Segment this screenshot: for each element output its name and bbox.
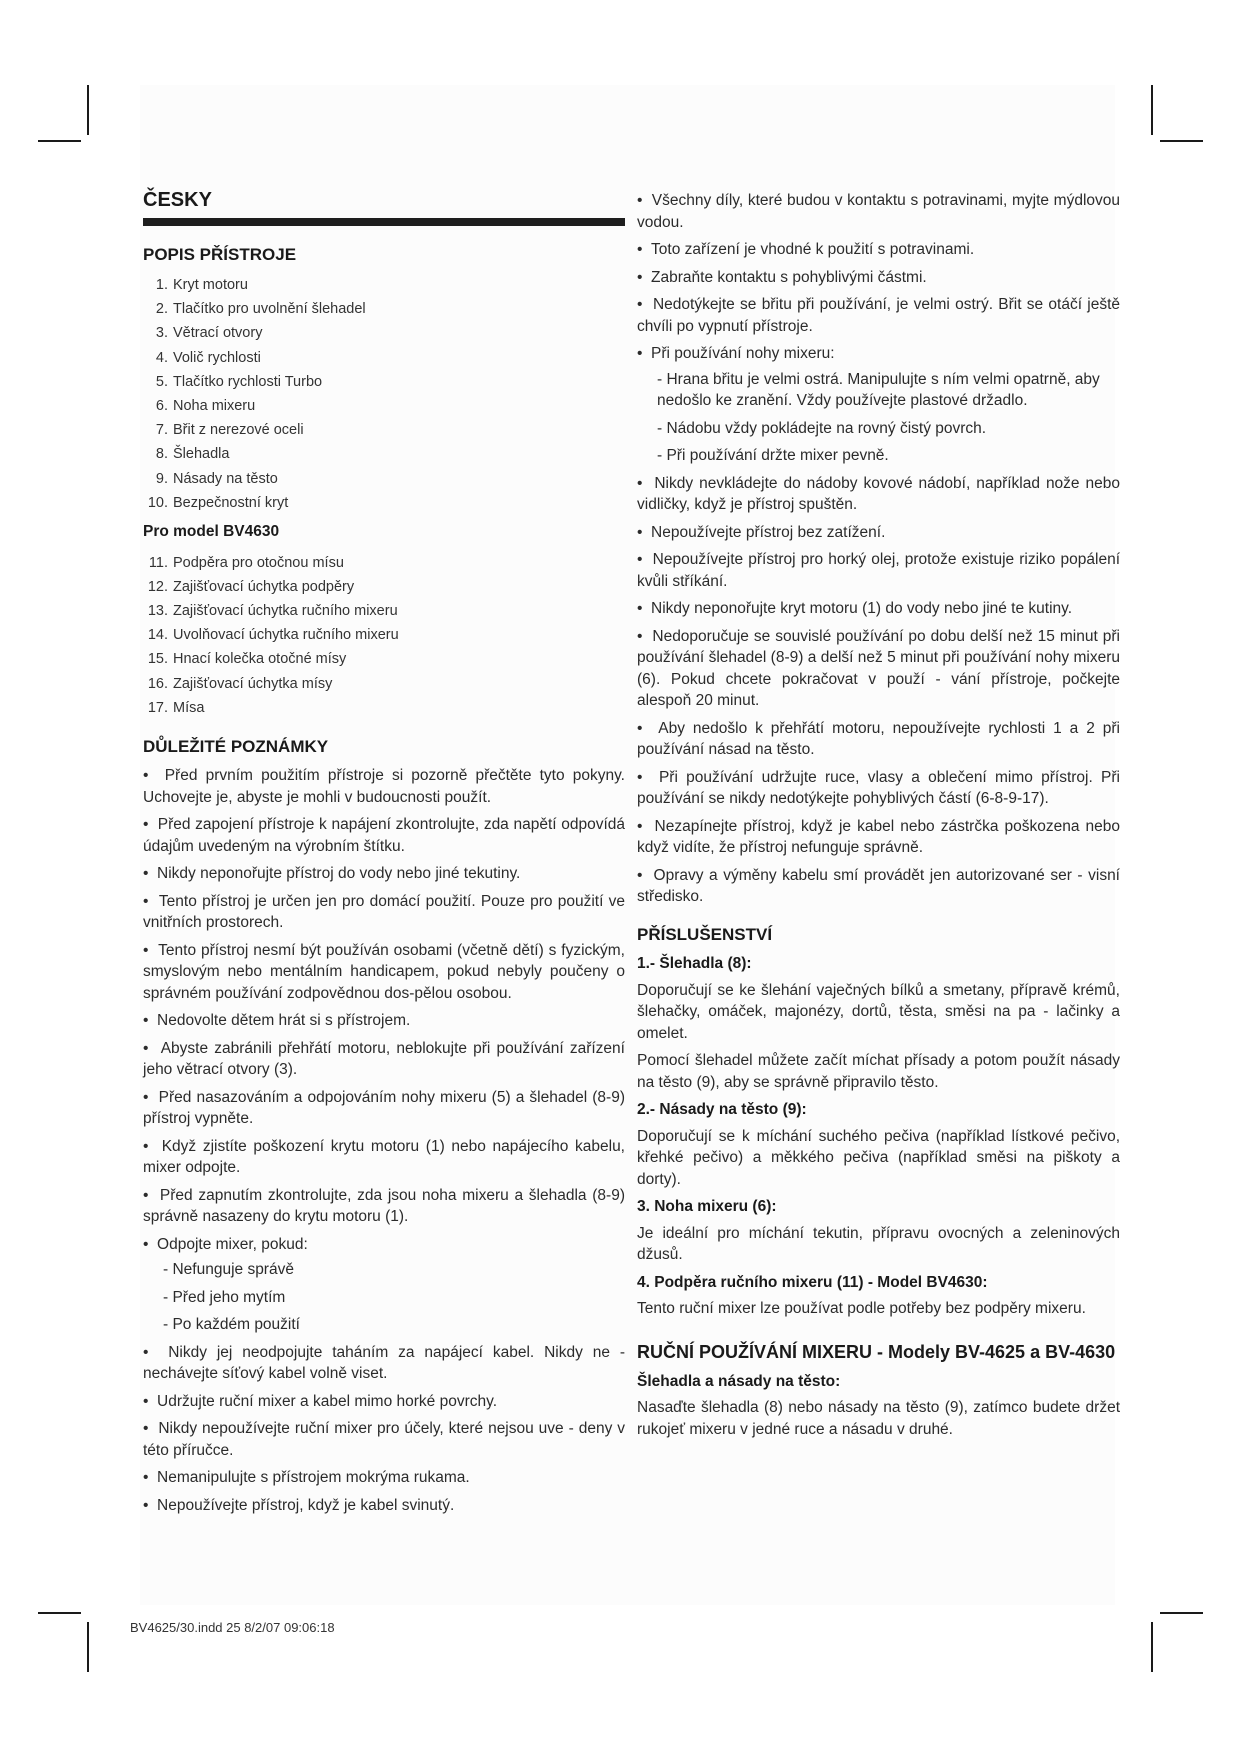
left-column	[143, 190, 625, 1522]
list-item: • Toto zařízení je vhodné k použití s potravinami.	[637, 239, 1120, 261]
paragraph: Je ideální pro míchání tekutin, přípravu ovocných a zeleninových džusů.	[637, 1224, 1120, 1263]
list-item: • Při používání udržujte ruce, vlasy a oblečení mimo přístroj. Při používání se nikdy nedotýkejte pohyblivých částí (6-8-9-17).	[637, 767, 1120, 810]
list-item: • Zabraňte kontaktu s pohyblivými částmi.	[637, 267, 1120, 289]
accessories-heading: PŘÍSLUŠENSTVÍ	[637, 924, 773, 944]
list-item: • Abyste zabránili přehřátí motoru, neblokujte při používání zařízení jeho větrací otvory (3).	[143, 1038, 625, 1081]
list-item: 2. Tlačítko pro uvolnění šlehadel	[155, 301, 366, 318]
sub-item: - Hrana břitu je velmi ostrá. Manipulujte s ním velmi opatrně, aby nedošlo ke zranění. Vždy používejte plastové držadlo.	[657, 369, 1120, 412]
sub-item: - Před jeho mytím	[163, 1287, 625, 1309]
crop-mark	[1151, 1622, 1153, 1672]
list-item: 6. Noha mixeru	[155, 398, 256, 415]
list-item: • Nepoužívejte přístroj pro horký olej, protože existuje riziko popálení kvůli stříkání.	[637, 549, 1120, 592]
list-item: • Nepoužívejte přístroj, když je kabel svinutý.	[143, 1495, 625, 1517]
list-item: 13. Zajišťovací úchytka ručního mixeru	[147, 602, 398, 619]
crop-mark	[38, 140, 81, 142]
list-item: • Nedoporučuje se souvislé používání po dobu delší než 15 minut při používání šlehadel (8-9) a delší než 5 minut při používání nohy mixeru (6). Pokud chcete pokračovat v použí - vání přístroje, počkejte alespoň 20 minut.	[637, 626, 1120, 712]
notes-list-c	[637, 190, 1120, 365]
list-item: 17. Mísa	[147, 699, 205, 716]
list-item: 3. Větrací otvory	[155, 325, 263, 342]
list-item: • Opravy a výměny kabelu smí provádět jen autorizované ser - visní středisko.	[637, 865, 1120, 908]
list-item: • Všechny díly, které budou v kontaktu s potravinami, myjte mýdlovou vodou.	[637, 190, 1120, 233]
list-item: 1. Kryt motoru	[155, 277, 248, 293]
print-slug: BV4625/30.indd 25 8/2/07 09:06:18	[130, 1620, 335, 1635]
section-title: 3. Noha mixeru (6):	[637, 1198, 777, 1215]
list-item: • Před zapojení přístroje k napájení zkontrolujte, zda napětí odpovídá údajům uvedeným na výrobním štítku.	[143, 814, 625, 857]
sub-item: - Při používání držte mixer pevně.	[657, 445, 1120, 467]
list-item: • Odpojte mixer, pokud:	[143, 1234, 625, 1256]
list-item: • Nikdy neponořujte kryt motoru (1) do vody nebo jiné te kutiny.	[637, 598, 1120, 620]
model-parts-list	[143, 551, 625, 720]
list-item: 16. Zajišťovací úchytka mísy	[147, 675, 333, 692]
list-item: 14. Uvolňovací úchytka ručního mixeru	[147, 627, 399, 644]
description-heading: POPIS PŘÍSTROJE	[143, 244, 297, 264]
list-item: 15. Hnací kolečka otočné mísy	[147, 651, 347, 668]
list-item: 4. Volič rychlosti	[155, 349, 261, 366]
sub-item: - Nádobu vždy pokládejte na rovný čistý povrch.	[657, 418, 1120, 440]
list-item: 9. Násady na těsto	[155, 470, 278, 487]
paragraph: Doporučují se ke šlehání vaječných bílků a smetany, přípravě krémů, šlehačky, omáček, majonézy, dortů, těsta, směsi na pa - lačinky a omelet.	[637, 981, 1120, 1042]
list-item: • Před nasazováním a odpojováním nohy mixeru (5) a šlehadel (8-9) přístroj vypněte.	[143, 1087, 625, 1130]
list-item: • Nemanipulujte s přístrojem mokrýma rukama.	[143, 1467, 625, 1489]
list-item: • Nikdy neponořujte přístroj do vody nebo jiné tekutiny.	[143, 863, 625, 885]
list-item: • Při používání nohy mixeru:	[637, 343, 1120, 365]
blender-foot-warnings	[637, 369, 1120, 467]
notes-list-a	[143, 765, 625, 1255]
list-item: • Aby nedošlo k přehřátí motoru, nepoužívejte rychlosti 1 a 2 při používání násad na těsto.	[637, 718, 1120, 761]
title-rule	[143, 218, 625, 226]
notes-heading: DŮLEŽITÉ POZNÁMKY	[143, 736, 329, 756]
notes-list-b	[143, 1342, 625, 1517]
crop-mark	[87, 1622, 89, 1672]
sub-item: - Po každém použití	[163, 1314, 625, 1336]
list-item: 12. Zajišťovací úchytka podpěry	[147, 578, 355, 595]
manual-use-heading: RUČNÍ POUŽÍVÁNÍ MIXERU - Modely BV-4625 a BV-4630	[637, 1341, 1116, 1362]
list-item: 10. Bezpečnostní kryt	[147, 494, 289, 511]
sub-item: - Nefunguje správě	[163, 1259, 625, 1281]
right-column	[637, 190, 1120, 1446]
model-heading: Pro model BV4630	[143, 523, 280, 541]
section-title: 4. Podpěra ručního mixeru (11) - Model BV4630:	[637, 1273, 988, 1291]
crop-mark	[1151, 85, 1153, 135]
list-item: • Nedotýkejte se břitu při používání, je velmi ostrý. Břit se otáčí ještě chvíli po vypnutí přístroje.	[637, 294, 1120, 337]
list-item: 7. Břit z nerezové oceli	[155, 422, 304, 439]
list-item: • Když zjistíte poškození krytu motoru (1) nebo napájecího kabelu, mixer odpojte.	[143, 1136, 625, 1179]
unplug-conditions	[143, 1259, 625, 1336]
list-item: 5. Tlačítko rychlosti Turbo	[155, 373, 323, 390]
section-title: 1.- Šlehadla (8):	[637, 955, 752, 972]
list-item: • Nikdy nepoužívejte ruční mixer pro účely, které nejsou uve - deny v této příručce.	[143, 1418, 625, 1461]
list-item: • Nikdy nevkládejte do nádoby kovové nádobí, například nože nebo vidličky, když je přístroj spuštěn.	[637, 473, 1120, 516]
list-item: • Udržujte ruční mixer a kabel mimo horké povrchy.	[143, 1391, 625, 1413]
paragraph: Nasaďte šlehadla (8) nebo násady na těsto (9), zatímco budete držet rukojeť mixeru v jedné ruce a násadu v druhé.	[637, 1399, 1120, 1438]
list-item: 8. Šlehadla	[155, 446, 230, 463]
notes-list-d	[637, 473, 1120, 908]
list-item: • Tento přístroj je určen jen pro domácí použití. Pouze pro použití ve vnitřních prostorech.	[143, 891, 625, 934]
list-item: • Nezapínejte přístroj, když je kabel nebo zástrčka poškozena nebo když vidíte, že přístroj nefunguje správně.	[637, 816, 1120, 859]
list-item: • Nikdy jej neodpojujte taháním za napájecí kabel. Nikdy ne - nechávejte síťový kabel volně viset.	[143, 1342, 625, 1385]
crop-mark	[1160, 140, 1203, 142]
list-item: • Před zapnutím zkontrolujte, zda jsou noha mixeru a šlehadla (8-9) správně nasazeny do krytu motoru (1).	[143, 1185, 625, 1228]
section-title: 2.- Násady na těsto (9):	[637, 1101, 807, 1118]
list-item: • Nedovolte dětem hrát si s přístrojem.	[143, 1010, 625, 1032]
list-item: 11. Podpěra pro otočnou mísu	[148, 554, 344, 571]
language-title: ČESKY	[143, 189, 212, 211]
list-item: • Tento přístroj nesmí být používán osobami (včetně dětí) s fyzickým, smyslovým nebo mentálním handicapem, pokud nebyly poučeny o správném používání zodpovědnou dos-pělou osobou.	[143, 940, 625, 1005]
paragraph: Pomocí šlehadel můžete začít míchat přísady a potom použít násady na těsto (9), aby se správně připravilo těsto.	[637, 1052, 1120, 1091]
list-item: • Nepoužívejte přístroj bez zatížení.	[637, 522, 1120, 544]
paragraph: Tento ruční mixer lze používat podle potřeby bez podpěry mixeru.	[637, 1300, 1086, 1317]
paragraph: Doporučují se k míchání suchého pečiva (například lístkové pečivo, křehké pečivo) a měkkého pečiva (například směsi na piškoty a dorty).	[637, 1127, 1120, 1188]
list-item: • Před prvním použitím přístroje si pozorně přečtěte tyto pokyny. Uchovejte je, abyste je mohli v budoucnosti použít.	[143, 765, 625, 808]
crop-mark	[1160, 1612, 1203, 1614]
crop-mark	[87, 85, 89, 135]
manual-use-subheading: Šlehadla a násady na těsto:	[637, 1372, 841, 1390]
parts-list	[143, 273, 625, 515]
crop-mark	[38, 1612, 81, 1614]
